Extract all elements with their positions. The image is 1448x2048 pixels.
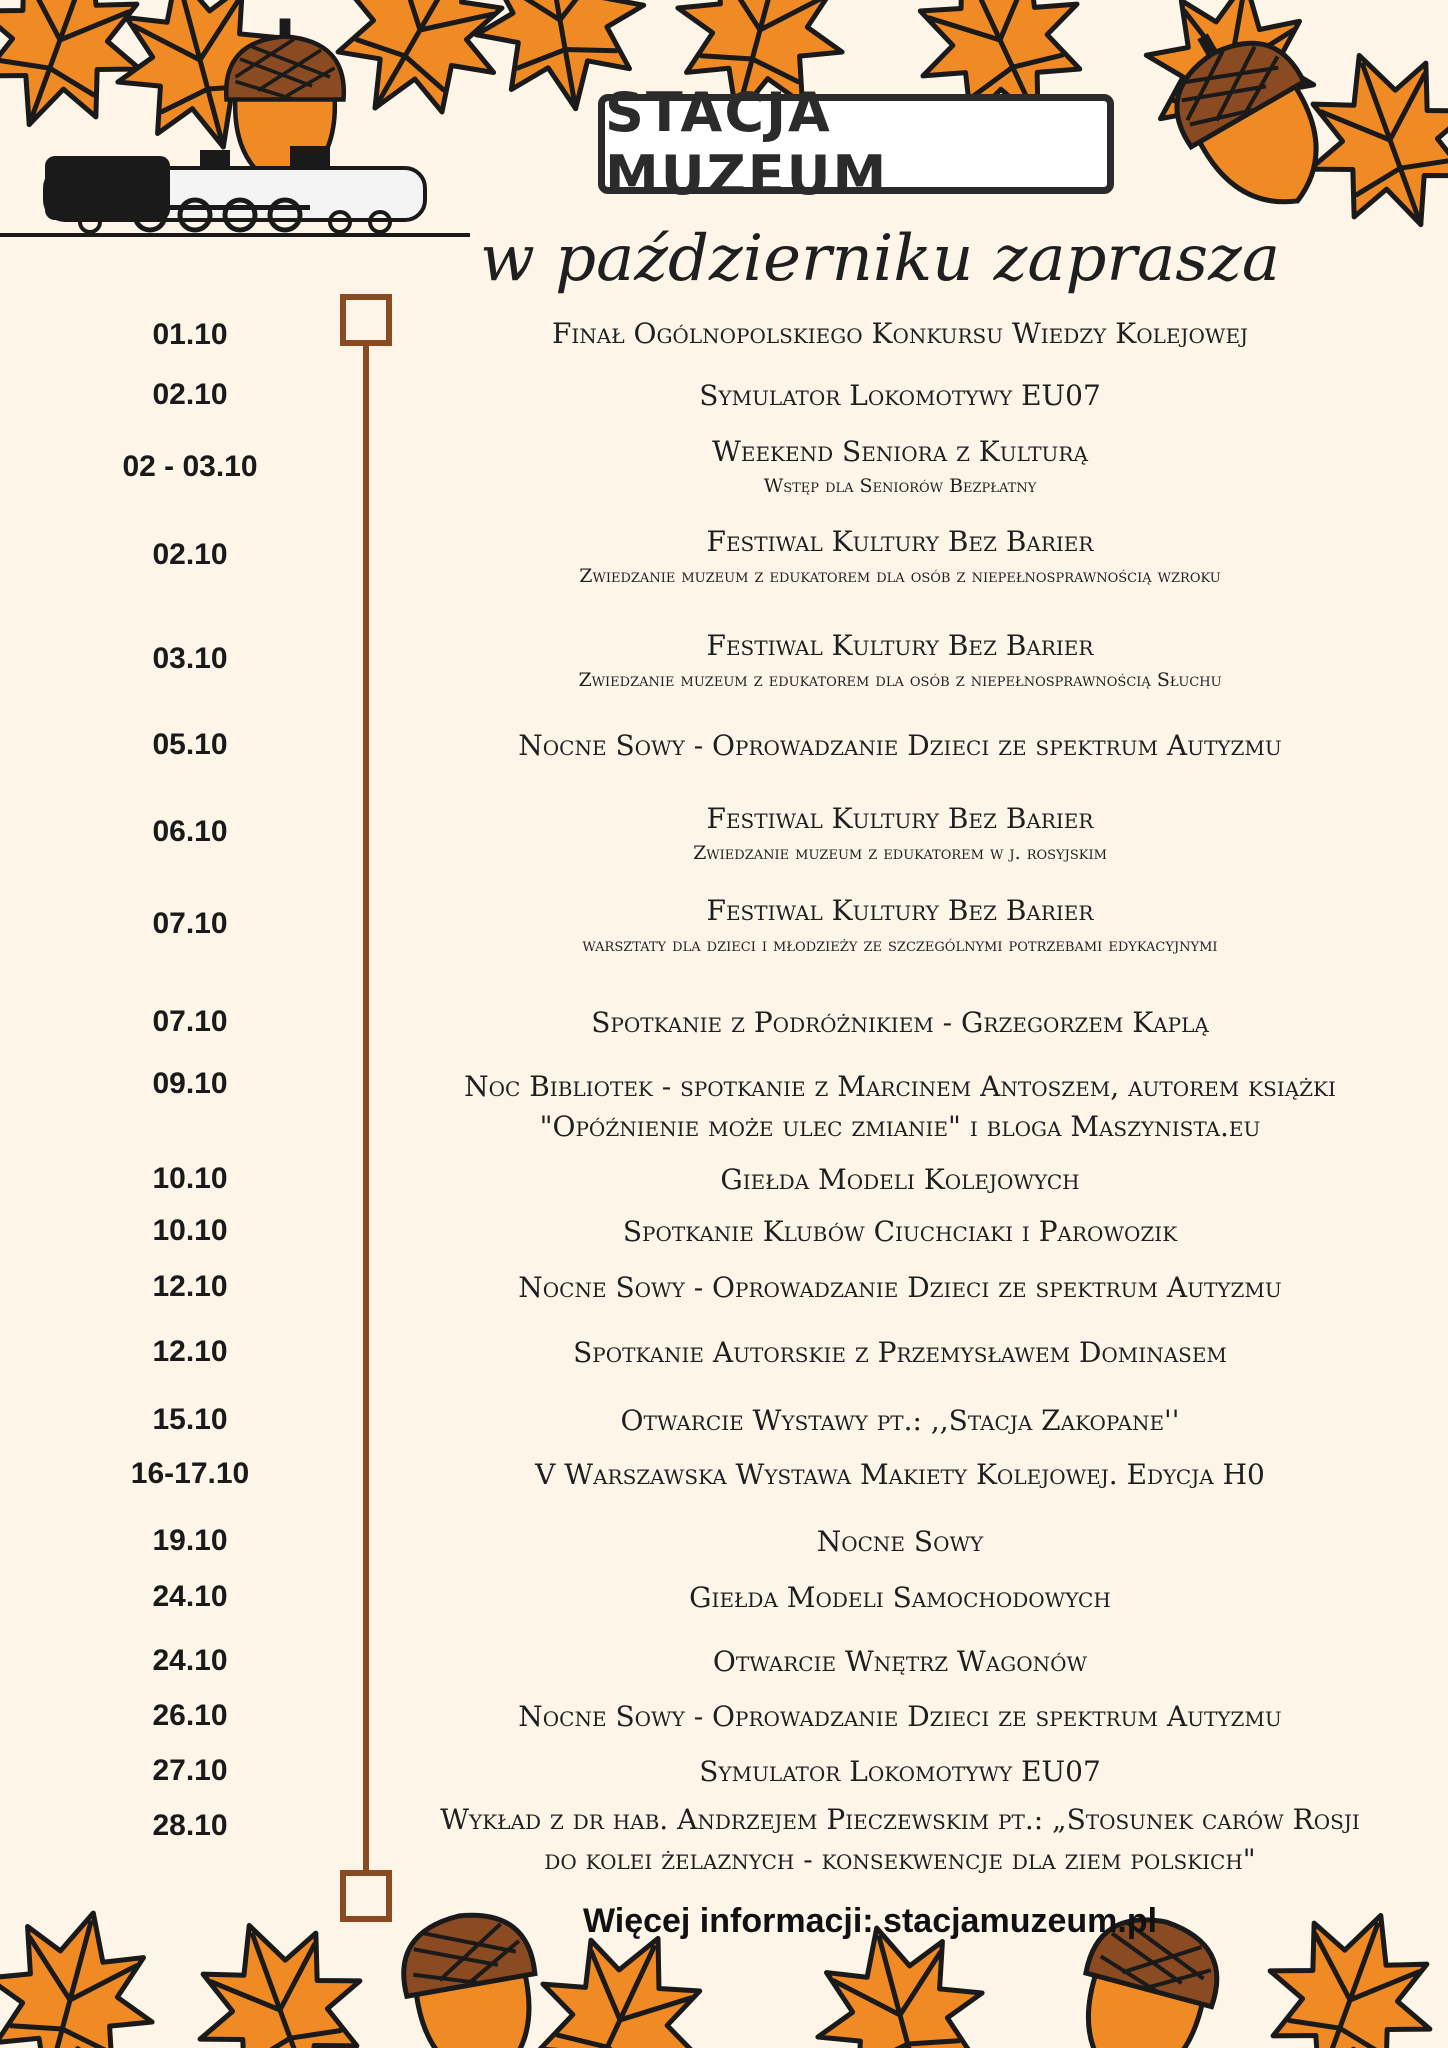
more-info-text: Więcej informacji: stacjamuzeum.pl [582, 1902, 1158, 1940]
event-title: Spotkanie z Podróżnikiem - Grzegorzem Kaplą [591, 1006, 1209, 1039]
event-date: 15.10 [152, 1403, 228, 1436]
event-item [370, 1578, 1430, 1618]
event-item [370, 1067, 1430, 1147]
event-title: Finał Ogólnopolskiego Konkursu Wiedzy Kolejowej [551, 317, 1249, 350]
event-title: Spotkanie Autorskie z Przemysławem Dominasem [573, 1336, 1227, 1369]
event-title-continued: do kolei żelaznych - konsekwencje dla ziem polskich" [544, 1843, 1256, 1876]
event-date: 06.10 [152, 815, 228, 848]
event-date: 07.10 [152, 907, 228, 940]
event-item [370, 1697, 1430, 1737]
event-subtitle: Zwiedzanie muzeum z edukatorem w j. rosyjskim [693, 842, 1107, 864]
logo-text: STACJA MUZEUM [605, 81, 889, 207]
event-subtitle: Zwiedzanie muzeum z edukatorem dla osób z niepełnosprawnością wzroku [579, 565, 1221, 587]
event-item [370, 799, 1430, 867]
event-item [370, 626, 1430, 694]
subtitle: w październiku zaprasza [480, 222, 1280, 296]
event-date: 10.10 [152, 1214, 228, 1247]
event-title: Nocne Sowy - Oprowadzanie Dzieci ze spektrum Autyzmu [518, 1700, 1282, 1733]
event-date: 26.10 [152, 1699, 228, 1732]
event-item [370, 1522, 1430, 1562]
event-item [370, 726, 1430, 766]
event-title: Symulator Lokomotywy EU07 [699, 1755, 1101, 1788]
event-date: 02.10 [152, 538, 228, 571]
event-item [370, 522, 1430, 590]
event-date: 03.10 [152, 642, 228, 675]
event-title: Spotkanie Klubów Ciuchciaki i Parowozik [622, 1215, 1178, 1248]
event-item [370, 1642, 1430, 1682]
event-title: Giełda Modeli Kolejowych [720, 1163, 1080, 1196]
leaf-icon [1239, 1890, 1448, 2048]
event-item [370, 1401, 1430, 1441]
event-subtitle: warsztaty dla dzieci i młodzieży ze szczególnymi potrzebami edykacyjnymi [582, 934, 1218, 956]
event-title: Festiwal Kultury Bez Barier [706, 525, 1094, 558]
event-title: Symulator Lokomotywy EU07 [699, 379, 1101, 412]
event-date: 02 - 03.10 [122, 450, 258, 483]
event-date: 16-17.10 [130, 1457, 250, 1490]
event-subtitle: Zwiedzanie muzeum z edukatorem dla osób z niepełnosprawnością Słuchu [578, 669, 1222, 691]
event-date: 07.10 [152, 1005, 228, 1038]
event-item [370, 314, 1430, 354]
event-title: Otwarcie Wnętrz Wagonów [712, 1645, 1088, 1678]
event-date: 02.10 [152, 378, 228, 411]
locomotive-icon [0, 146, 470, 237]
event-item [370, 891, 1430, 959]
event-date: 27.10 [152, 1754, 228, 1787]
event-date: 19.10 [152, 1524, 228, 1557]
event-title: V Warszawska Wystawa Makiety Kolejowej. Edycja H0 [535, 1458, 1265, 1491]
event-date: 24.10 [152, 1644, 228, 1677]
event-date: 09.10 [152, 1067, 228, 1100]
event-item [370, 1333, 1430, 1373]
event-title: Nocne Sowy - Oprowadzanie Dzieci ze spektrum Autyzmu [518, 729, 1282, 762]
logo [598, 81, 1114, 207]
event-date: 28.10 [152, 1809, 228, 1842]
event-item [370, 376, 1430, 416]
event-date: 12.10 [152, 1335, 228, 1368]
leaf-icon [0, 1891, 175, 2048]
event-item [370, 1003, 1430, 1043]
event-item [370, 1800, 1430, 1880]
event-title: Noc Bibliotek - spotkanie z Marcinem Antoszem, autorem książki [464, 1070, 1336, 1103]
event-item [370, 1160, 1430, 1200]
event-title: Wykład z dr hab. Andrzejem Pieczewskim pt.: „Stosunek carów Rosji [440, 1803, 1360, 1836]
event-title: Festiwal Kultury Bez Barier [706, 894, 1094, 927]
event-title: Giełda Modeli Samochodowych [689, 1581, 1111, 1614]
event-item [370, 1752, 1430, 1792]
event-item [370, 1268, 1430, 1308]
event-item [370, 432, 1430, 500]
event-title: Festiwal Kultury Bez Barier [706, 802, 1094, 835]
event-title: Weekend Seniora z Kulturą [712, 435, 1088, 468]
event-title: Otwarcie Wystawy pt.: ,,Stacja Zakopane'' [620, 1404, 1180, 1437]
event-title: Nocne Sowy [816, 1525, 984, 1558]
event-date: 05.10 [152, 728, 228, 761]
event-title: Nocne Sowy - Oprowadzanie Dzieci ze spektrum Autyzmu [518, 1271, 1282, 1304]
event-date: 24.10 [152, 1580, 228, 1613]
event-item [370, 1455, 1430, 1495]
event-item [370, 1212, 1430, 1252]
event-subtitle: Wstęp dla Seniorów Bezpłatny [763, 475, 1037, 497]
event-date: 10.10 [152, 1162, 228, 1195]
event-date: 12.10 [152, 1270, 228, 1303]
event-date: 01.10 [152, 318, 228, 351]
event-title: Festiwal Kultury Bez Barier [706, 629, 1094, 662]
event-title-continued: "Opóźnienie może ulec zmianie" i bloga Maszynista.eu [539, 1110, 1261, 1143]
timeline-line [363, 342, 369, 1872]
